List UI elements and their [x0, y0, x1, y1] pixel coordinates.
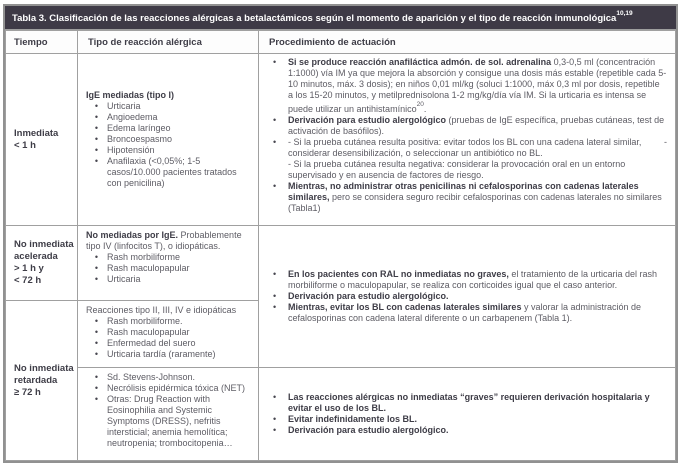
- tipo-heading: No mediadas por IgE. Probablemente tipo IV (linfocitos T), o idiopáticas.: [86, 230, 242, 252]
- bullet-icon: [86, 145, 107, 156]
- cell-tipo-reacciones-graves: [78, 368, 259, 461]
- bullet-icon: [269, 414, 288, 425]
- list-item: • Sd. Stevens-Johnson.: [86, 372, 253, 383]
- list-item: [269, 302, 667, 324]
- cell-tipo-ige-mediadas: [78, 54, 259, 226]
- tipo-heading: IgE mediadas (tipo I): [86, 90, 175, 101]
- list-item: [269, 57, 667, 115]
- list-item: [269, 414, 667, 425]
- bullet-icon: [86, 263, 107, 274]
- bullet-icon: [269, 291, 288, 302]
- row-no-inmediata-retardada-b: [6, 368, 676, 461]
- list-item: • Broncoespasmo: [86, 134, 253, 145]
- list-item: • Anafilaxia (<0,05%; 1-5 casos/10.000 pacientes tratados con penicilina): [86, 156, 253, 189]
- list-item: • Urticaria tardía (raramente): [86, 349, 253, 360]
- bullet-icon: [269, 425, 288, 436]
- reference-superscript: 20: [416, 101, 424, 109]
- bullet-icon: [86, 101, 107, 112]
- tiempo-line: ≥ 72 h: [14, 386, 41, 398]
- bullet-icon: [269, 137, 288, 181]
- table-3-container: [3, 4, 678, 463]
- column-header-tipo-reaccion: Tipo de reacción alérgica: [78, 31, 259, 54]
- bullet-icon: [86, 327, 107, 338]
- list-item: [269, 392, 667, 414]
- column-header-procedimiento: Procedimiento de actuación: [259, 31, 676, 54]
- cell-tipo-reacciones-ii-iii-iv: [78, 301, 259, 368]
- list-item: • Rash maculopapular: [86, 263, 253, 274]
- table-title-references: 10,19: [616, 10, 633, 17]
- cell-tiempo-acelerada: [6, 226, 78, 301]
- row-inmediata: [6, 54, 676, 226]
- bullet-icon: [86, 134, 107, 145]
- list-item: • Angioedema: [86, 112, 253, 123]
- tiempo-line: Inmediata: [14, 127, 59, 139]
- proc-text: Derivación para estudio alergológico.: [288, 291, 449, 302]
- list-item: [269, 137, 667, 181]
- list-item: • Rash morbiliforme.: [86, 316, 253, 327]
- tiempo-line: retardada: [14, 374, 58, 386]
- bullet-icon: [269, 269, 288, 291]
- table-title: [5, 6, 676, 30]
- list-item: [269, 291, 667, 302]
- bullet-icon: [86, 252, 107, 263]
- proc-text: Si se produce reacción anafiláctica admón. de sol. adrenalina 0,3-0,5 ml (concentración 1:1000) vía IM ya que mejora la absorción y consigue una dosis más estable (repetible cada 5-10 minutos, máx. 3 dosis); en niños 0,01 ml/kg (soluci 1:1000, máx 0,3 ml por dosis, repetible a los 15-20 minutos, y metilprednisolona 1-2 mg/kg/día vía IM. Si la urticaria es intensa se puede utilizar un antihistamínico$^{20}$.: [288, 57, 667, 115]
- bullet-icon: [86, 372, 107, 383]
- cell-proc-retardada: [259, 368, 676, 461]
- proc-text: [288, 137, 667, 181]
- bullet-icon: [86, 394, 107, 449]
- proc-text: Mientras, no administrar otras penicilinas ni cefalosporinas con cadenas laterales similares, pero se considera seguro recibir cefalosporinas con cadenas laterales no similares (Tabla1): [288, 181, 662, 214]
- proc-subline: - - Si la prueba cutánea resulta positiva: evitar todos los BL con una cadena lateral similar, considerar desensibilización, o seleccionar un antibiótico no BL.: [288, 137, 667, 159]
- tiempo-line: < 1 h: [14, 139, 36, 151]
- column-header-tiempo: Tiempo: [6, 31, 78, 54]
- proc-text: Mientras, evitar los BL con cadenas laterales similares y valorar la administración de cefalosporinas con cadena lateral diferente o un carbapenem (Tabla 1).: [288, 302, 642, 324]
- cell-tipo-no-ige: [78, 226, 259, 301]
- tipo-heading: Reacciones tipo II, III, IV e idiopáticas: [86, 305, 237, 316]
- bullet-icon: [86, 316, 107, 327]
- bullet-icon: [86, 156, 107, 189]
- bullet-icon: [86, 383, 107, 394]
- list-item: • Rash maculopapular: [86, 327, 253, 338]
- cell-tiempo-retardada: [6, 301, 78, 461]
- list-item: • Rash morbiliforme: [86, 252, 253, 263]
- cell-proc-inmediata: [259, 54, 676, 226]
- tiempo-line: acelerada: [14, 251, 58, 263]
- list-item: • Edema laríngeo: [86, 123, 253, 134]
- bullet-icon: [269, 181, 288, 214]
- list-item: • Enfermedad del suero: [86, 338, 253, 349]
- bullet-icon: [269, 302, 288, 324]
- tiempo-line: < 72 h: [14, 275, 42, 287]
- header-row: [6, 31, 676, 54]
- tiempo-line: > 1 h y: [14, 263, 44, 275]
- list-item: • Necrólisis epidérmica tóxica (NET): [86, 383, 253, 394]
- bullet-icon: [269, 392, 288, 414]
- row-no-inmediata-acelerada: [6, 226, 676, 301]
- allergy-reactions-table: [5, 30, 676, 461]
- bullet-icon: [86, 349, 107, 360]
- list-item: [269, 181, 667, 214]
- proc-text: Las reacciones alérgicas no inmediatas “graves” requieren derivación hospitalaria y evitar el uso de los BL.: [288, 392, 650, 414]
- list-item: • Hipotensión: [86, 145, 253, 156]
- tiempo-line: No inmediata: [14, 362, 74, 374]
- proc-subline: - Si la prueba cutánea resulta negativa: considerar la provocación oral en un entorno supervisado y en ausencia de factores de riesgo.: [288, 159, 626, 181]
- list-item: [269, 425, 667, 436]
- list-item: • Otras: Drug Reaction with Eosinophilia and Systemic Symptoms (DRESS), nefritis intersticial; anemia hemolítica; neutropenia; trombocitopenia…: [86, 394, 253, 449]
- cell-proc-no-inmediata: [259, 226, 676, 368]
- proc-text: Evitar indefinidamente los BL.: [288, 414, 418, 425]
- list-item: • Urticaria: [86, 274, 253, 285]
- bullet-icon: [269, 115, 288, 137]
- cell-tiempo-inmediata: [6, 54, 78, 226]
- bullet-icon: [86, 274, 107, 285]
- bullet-icon: [86, 112, 107, 123]
- table-title-text: Tabla 3. Clasificación de las reacciones alérgicas a betalactámicos según el momento de aparición y el tipo de reacción inmunológica: [12, 13, 617, 25]
- proc-text: Derivación para estudio alergológico.: [288, 425, 449, 436]
- proc-text: Derivación para estudio alergológico (pruebas de IgE específica, pruebas cutáneas, test de activación de basófilos).: [288, 115, 665, 137]
- bullet-icon: [269, 57, 288, 115]
- list-item: [269, 115, 667, 137]
- list-item: • Urticaria: [86, 101, 253, 112]
- tiempo-line: No inmediata: [14, 239, 74, 251]
- bullet-icon: [86, 338, 107, 349]
- proc-text: En los pacientes con RAL no inmediatas no graves, el tratamiento de la urticaria del rash morbiliforme o maculopapular, se realiza con corticoides igual que el caso anterior.: [288, 269, 657, 291]
- bullet-icon: [86, 123, 107, 134]
- list-item: [269, 269, 667, 291]
